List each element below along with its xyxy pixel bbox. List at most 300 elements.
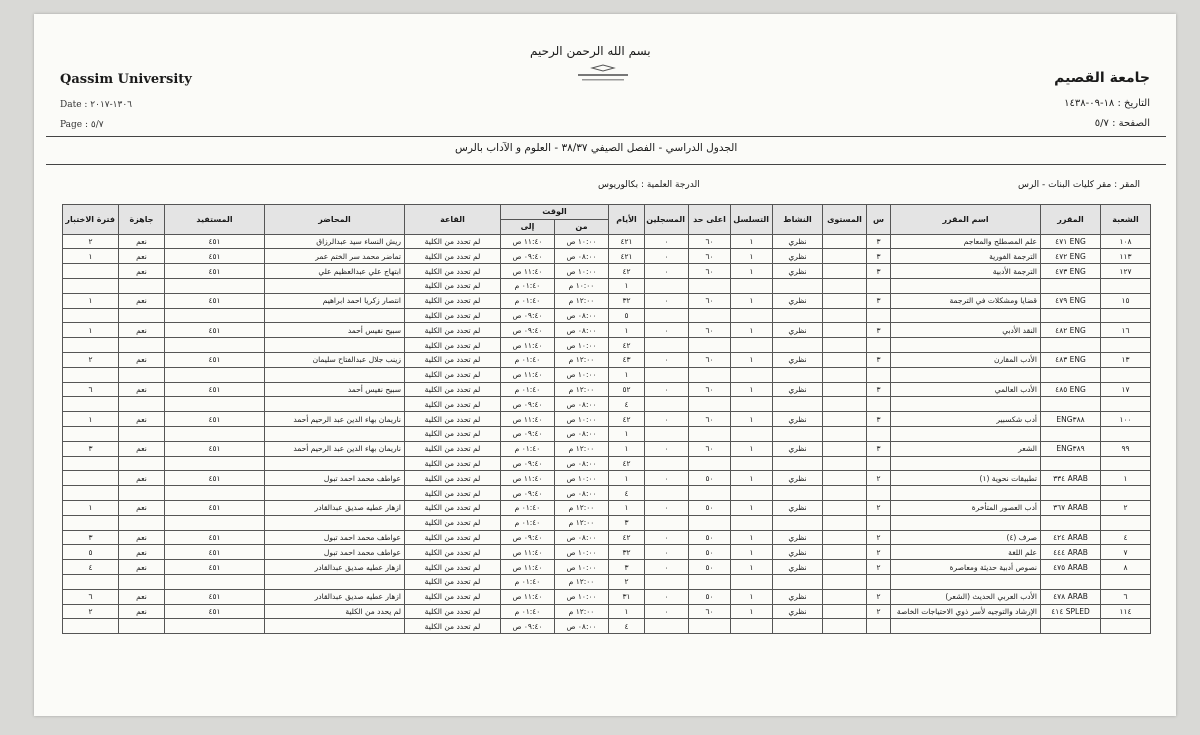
cell-course-name: الترجمة الأدبية [891,264,1041,279]
cell-level [823,234,867,249]
cell-max: ٥٠ [689,500,731,515]
cell-days: ٤ [609,486,645,501]
cell-from: ١٠:٠٠ ص [555,545,609,560]
cell-exam-period [63,471,119,486]
cell-seq [731,619,773,634]
cell-s: ٢ [867,545,891,560]
cell-days: ١ [609,500,645,515]
cell-activity [773,338,823,353]
cell-level [823,308,867,323]
cell-exam-period [63,367,119,382]
cell-activity [773,619,823,634]
cell-level [823,486,867,501]
cell-max [689,426,731,441]
cell-max: ٦٠ [689,604,731,619]
cell-days: ١ [609,278,645,293]
cell-s: ٣ [867,382,891,397]
cell-from: ٠٨:٠٠ ص [555,249,609,264]
cell-level [823,560,867,575]
cell-exam-period [63,308,119,323]
cell-ready: نعم [119,293,165,308]
cell-section: ١٣ [1101,352,1151,367]
cell-max [689,574,731,589]
cell-section: ١٠٠ [1101,412,1151,427]
cell-course-code [1041,308,1101,323]
cell-s [867,367,891,382]
cell-beneficiary [165,515,265,530]
table-row [63,604,1151,619]
cell-exam-period: ١ [63,293,119,308]
cell-course-code: ARAB ٣٦٧ [1041,500,1101,515]
cell-course-name: أدب العصور المتأخرة [891,500,1041,515]
table-row [63,500,1151,515]
cell-ready: نعم [119,441,165,456]
cell-from: ٠٨:٠٠ ص [555,426,609,441]
cell-lecturer: ازهار عطيه صديق عبدالقادر [265,500,405,515]
cell-registered: ٠ [645,545,689,560]
cell-days: ٤٢١ [609,234,645,249]
cell-exam-period: ٢ [63,352,119,367]
cell-course-code: ENG٣٨٩ [1041,441,1101,456]
cell-s [867,338,891,353]
cell-activity: نظري [773,234,823,249]
cell-activity: نظري [773,382,823,397]
cell-section [1101,308,1151,323]
cell-section [1101,367,1151,382]
cell-days: ٢ [609,574,645,589]
cell-course-name: صرف (٤) [891,530,1041,545]
cell-s [867,574,891,589]
cell-to: ١١:٤٠ ص [501,338,555,353]
cell-section: ١ [1101,471,1151,486]
cell-s: ٣ [867,352,891,367]
cell-lecturer: تماضر محمد سر الختم عمر [265,249,405,264]
cell-to: ٠٩:٤٠ ص [501,323,555,338]
cell-registered: ٠ [645,323,689,338]
university-name-ar: جامعة القصيم [1054,70,1150,86]
cell-seq: ١ [731,560,773,575]
cell-exam-period: ٦ [63,589,119,604]
cell-from: ١٠:٠٠ ص [555,338,609,353]
cell-s: ٣ [867,323,891,338]
cell-lecturer [265,278,405,293]
cell-to: ٠٩:٤٠ ص [501,486,555,501]
cell-level [823,574,867,589]
cell-seq: ١ [731,352,773,367]
cell-course-code [1041,515,1101,530]
cell-s [867,456,891,471]
cell-registered: ٠ [645,352,689,367]
table-row [63,293,1151,308]
cell-section: ٩٩ [1101,441,1151,456]
table-row [63,367,1151,382]
cell-level [823,323,867,338]
cell-s [867,515,891,530]
cell-ready [119,426,165,441]
cell-room: لم تحدد من الكلية [405,545,501,560]
cell-course-code [1041,456,1101,471]
cell-registered: ٠ [645,382,689,397]
cell-max: ٦٠ [689,412,731,427]
cell-ready [119,367,165,382]
cell-max: ٦٠ [689,352,731,367]
cell-registered: ٠ [645,530,689,545]
col-activity: النشاط [773,205,823,235]
page-ar: الصفحة : ٥/٧ [1094,118,1150,129]
cell-lecturer: ناريمان بهاء الدين عبد الرحيم أحمد [265,412,405,427]
cell-room: لم تحدد من الكلية [405,264,501,279]
cell-exam-period [63,515,119,530]
table-row [63,441,1151,456]
cell-ready [119,338,165,353]
cell-ready: نعم [119,382,165,397]
cell-lecturer [265,367,405,382]
cell-to: ٠١:٤٠ م [501,441,555,456]
cell-level [823,352,867,367]
cell-activity: نظري [773,560,823,575]
cell-room: لم تحدد من الكلية [405,308,501,323]
cell-days: ٥٢ [609,382,645,397]
table-row [63,560,1151,575]
cell-registered [645,397,689,412]
table-row [63,515,1151,530]
cell-course-code [1041,486,1101,501]
cell-from: ٠٨:٠٠ ص [555,308,609,323]
cell-beneficiary: ٤٥١ [165,500,265,515]
cell-course-code: SPLED ٤١٤ [1041,604,1101,619]
cell-course-code: ENG٣٨٨ [1041,412,1101,427]
cell-registered: ٠ [645,249,689,264]
cell-level [823,589,867,604]
cell-level [823,441,867,456]
cell-days: ١ [609,367,645,382]
cell-lecturer [265,619,405,634]
cell-exam-period [63,574,119,589]
cell-beneficiary [165,619,265,634]
col-room: القاعة [405,205,501,235]
cell-level [823,264,867,279]
cell-from: ١٢:٠٠ م [555,515,609,530]
cell-to: ١١:٤٠ ص [501,367,555,382]
table-row [63,352,1151,367]
cell-s: ٣ [867,412,891,427]
cell-activity [773,426,823,441]
cell-ready: نعم [119,264,165,279]
cell-beneficiary [165,308,265,323]
cell-level [823,545,867,560]
cell-s [867,619,891,634]
cell-from: ١٢:٠٠ م [555,604,609,619]
cell-section: ٤ [1101,530,1151,545]
cell-course-name: الشعر [891,441,1041,456]
cell-room: لم تحدد من الكلية [405,249,501,264]
cell-activity: نظري [773,441,823,456]
cell-level [823,397,867,412]
cell-max: ٥٠ [689,545,731,560]
cell-beneficiary: ٤٥١ [165,352,265,367]
cell-from: ١٠:٠٠ ص [555,412,609,427]
cell-ready: نعم [119,471,165,486]
cell-ready [119,574,165,589]
cell-course-code [1041,367,1101,382]
cell-room: لم تحدد من الكلية [405,574,501,589]
cell-days: ١ [609,441,645,456]
schedule-table [62,204,1151,634]
cell-max [689,515,731,530]
cell-to: ٠١:٤٠ م [501,352,555,367]
cell-room: لم تحدد من الكلية [405,500,501,515]
cell-registered [645,574,689,589]
cell-from: ١٠:٠٠ م [555,278,609,293]
table-row [63,338,1151,353]
cell-registered: ٠ [645,264,689,279]
cell-section: ١١٤ [1101,604,1151,619]
cell-to: ٠١:٤٠ م [501,604,555,619]
cell-from: ١٢:٠٠ م [555,441,609,456]
cell-to: ١١:٤٠ ص [501,545,555,560]
cell-room: لم تحدد من الكلية [405,560,501,575]
cell-days: ٤ [609,397,645,412]
cell-registered [645,515,689,530]
cell-course-code: ENG ٤٨٣ [1041,352,1101,367]
table-row [63,530,1151,545]
cell-ready: نعم [119,560,165,575]
cell-max: ٦٠ [689,249,731,264]
cell-section [1101,486,1151,501]
col-level: المستوى [823,205,867,235]
col-course-name: اسم المقرر [891,205,1041,235]
cell-course-name: قضايا ومشكلات في الترجمة [891,293,1041,308]
table-row [63,426,1151,441]
cell-lecturer [265,338,405,353]
cell-beneficiary: ٤٥١ [165,441,265,456]
cell-registered: ٠ [645,500,689,515]
cell-beneficiary: ٤٥١ [165,264,265,279]
date-ar: التاريخ : ١٨-٠٩-١٤٣٨ [1064,98,1150,109]
cell-section [1101,338,1151,353]
cell-activity [773,308,823,323]
cell-from: ١٢:٠٠ م [555,352,609,367]
cell-days: ٤ [609,619,645,634]
cell-room: لم تحدد من الكلية [405,530,501,545]
cell-exam-period [63,338,119,353]
cell-room: لم تحدد من الكلية [405,471,501,486]
cell-room: لم تحدد من الكلية [405,352,501,367]
cell-registered: ٠ [645,589,689,604]
cell-beneficiary [165,278,265,293]
cell-seq [731,397,773,412]
cell-s: ٢ [867,500,891,515]
cell-beneficiary: ٤٥١ [165,293,265,308]
cell-course-code [1041,338,1101,353]
cell-ready: نعم [119,323,165,338]
cell-to: ١١:٤٠ ص [501,264,555,279]
cell-room: لم تحدد من الكلية [405,382,501,397]
cell-max: ٦٠ [689,323,731,338]
col-max: اعلى حد [689,205,731,235]
cell-course-name [891,426,1041,441]
cell-max [689,367,731,382]
cell-room: لم تحدد من الكلية [405,397,501,412]
cell-course-code: ARAB ٣٣٤ [1041,471,1101,486]
cell-max: ٦٠ [689,441,731,456]
cell-level [823,412,867,427]
cell-exam-period [63,426,119,441]
cell-beneficiary [165,426,265,441]
divider [46,136,1166,137]
cell-activity: نظري [773,412,823,427]
cell-level [823,249,867,264]
cell-course-code: ENG ٤٨٢ [1041,323,1101,338]
cell-beneficiary [165,397,265,412]
cell-seq: ١ [731,234,773,249]
col-lecturer: المحاضر [265,205,405,235]
cell-exam-period: ٢ [63,604,119,619]
cell-seq [731,456,773,471]
cell-course-name [891,574,1041,589]
cell-seq [731,338,773,353]
cell-registered [645,278,689,293]
cell-seq [731,278,773,293]
cell-ready: نعم [119,604,165,619]
col-to: إلى [501,219,555,234]
cell-lecturer [265,574,405,589]
table-row [63,589,1151,604]
cell-beneficiary [165,338,265,353]
cell-exam-period: ١ [63,323,119,338]
cell-course-code [1041,397,1101,412]
cell-exam-period [63,278,119,293]
cell-course-code: ENG ٤٧٢ [1041,249,1101,264]
cell-max: ٦٠ [689,293,731,308]
table-row [63,234,1151,249]
cell-room: لم تحدد من الكلية [405,234,501,249]
cell-section [1101,278,1151,293]
cell-room: لم تحدد من الكلية [405,515,501,530]
cell-to: ٠٩:٤٠ ص [501,426,555,441]
table-row [63,323,1151,338]
cell-beneficiary: ٤٥١ [165,545,265,560]
cell-from: ٠٨:٠٠ ص [555,397,609,412]
cell-seq: ١ [731,264,773,279]
cell-seq [731,308,773,323]
table-row [63,486,1151,501]
cell-days: ٤٢ [609,338,645,353]
cell-max: ٥٠ [689,589,731,604]
cell-beneficiary [165,456,265,471]
col-section: الشعبة [1101,205,1151,235]
cell-max: ٥٠ [689,560,731,575]
cell-room: لم تحدد من الكلية [405,486,501,501]
cell-course-code [1041,619,1101,634]
cell-max: ٥٠ [689,471,731,486]
seat-label: المقر : مقر كليات البنات - الرس [1017,180,1140,190]
cell-ready: نعم [119,589,165,604]
cell-s [867,426,891,441]
cell-section [1101,574,1151,589]
cell-days: ٤٢١ [609,249,645,264]
cell-activity: نظري [773,604,823,619]
cell-room: لم تحدد من الكلية [405,367,501,382]
cell-beneficiary [165,574,265,589]
cell-lecturer: زينب جلال عبدالفتاح سليمان [265,352,405,367]
cell-level [823,619,867,634]
cell-activity [773,486,823,501]
cell-days: ١ [609,426,645,441]
cell-section: ٧ [1101,545,1151,560]
table-row [63,545,1151,560]
cell-level [823,604,867,619]
table-row [63,412,1151,427]
cell-s [867,278,891,293]
col-beneficiary: المستفيد [165,205,265,235]
table-row [63,249,1151,264]
cell-max: ٥٠ [689,530,731,545]
cell-from: ١٠:٠٠ ص [555,264,609,279]
table-row [63,456,1151,471]
cell-activity: نظري [773,323,823,338]
cell-activity [773,515,823,530]
cell-s: ٣ [867,441,891,456]
cell-course-name: النقد الأدبي [891,323,1041,338]
university-name-en: Qassim University [60,72,192,87]
cell-level [823,278,867,293]
cell-seq: ١ [731,441,773,456]
cell-ready [119,456,165,471]
cell-to: ٠٩:٤٠ ص [501,456,555,471]
cell-activity: نظري [773,530,823,545]
cell-s: ٢ [867,604,891,619]
cell-days: ٤٢ [609,412,645,427]
cell-lecturer: انتصار زكريا احمد ابراهيم [265,293,405,308]
cell-activity [773,367,823,382]
cell-course-code: ENG ٤٧١ [1041,234,1101,249]
cell-exam-period [63,397,119,412]
table-row [63,619,1151,634]
col-seq: التسلسل [731,205,773,235]
cell-seq [731,486,773,501]
col-days: الأيام [609,205,645,235]
cell-activity [773,278,823,293]
cell-beneficiary [165,486,265,501]
cell-registered [645,619,689,634]
cell-room: لم تحدد من الكلية [405,338,501,353]
cell-course-name: الأدب العربي الحديث (الشعر) [891,589,1041,604]
cell-max: ٦٠ [689,382,731,397]
cell-beneficiary: ٤٥١ [165,471,265,486]
col-from: من [555,219,609,234]
cell-course-code: ARAB ٤٧٥ [1041,560,1101,575]
cell-s [867,308,891,323]
cell-room: لم تحدد من الكلية [405,323,501,338]
cell-course-name [891,338,1041,353]
cell-to: ١١:٤٠ ص [501,471,555,486]
cell-ready: نعم [119,545,165,560]
cell-course-name [891,619,1041,634]
cell-s: ٢ [867,471,891,486]
cell-activity: نظري [773,264,823,279]
cell-course-name: علم اللغة [891,545,1041,560]
cell-seq: ١ [731,323,773,338]
cell-room: لم تحدد من الكلية [405,589,501,604]
cell-ready: نعم [119,249,165,264]
cell-lecturer: سبيح نفيس أحمد [265,323,405,338]
cell-from: ١٠:٠٠ ص [555,471,609,486]
cell-ready [119,515,165,530]
cell-to: ٠٩:٤٠ ص [501,397,555,412]
cell-course-name: الإرشاد والتوجيه لأسر ذوي الاحتياجات الخاصة [891,604,1041,619]
cell-exam-period: ٥ [63,545,119,560]
